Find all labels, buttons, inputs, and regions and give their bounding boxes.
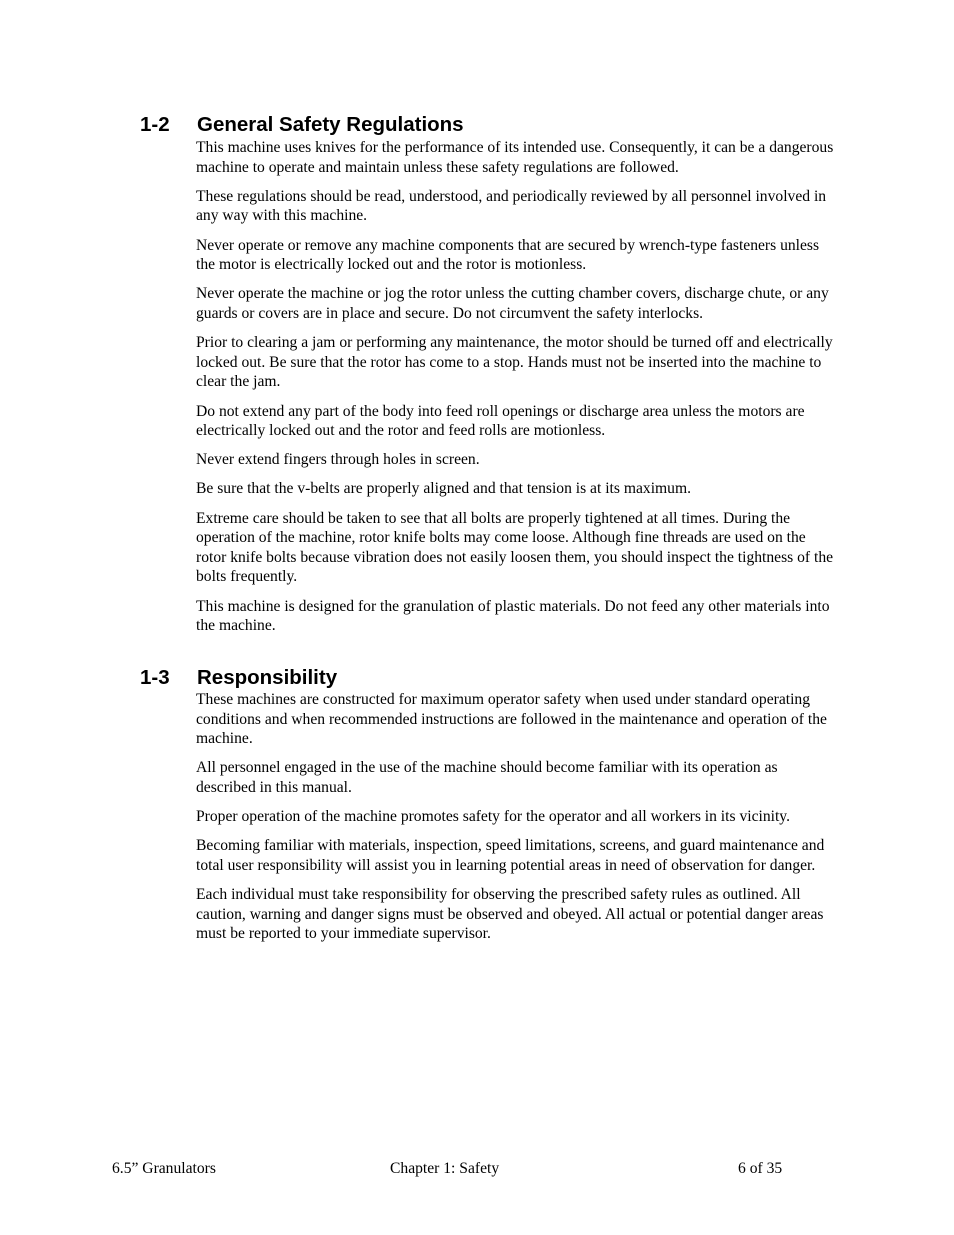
section-number: 1-2 [140,113,170,136]
paragraph: Proper operation of the machine promotes safety for the operator and all workers in its vicinity. [196,808,790,826]
paragraph: This machine is designed for the granulation of plastic materials. Do not feed any other materials into the machine. [196,597,830,635]
paragraph: Never operate the machine or jog the rotor unless the cutting chamber covers, discharge chute, or any guards or covers are in place and secure. Do not circumvent the safety interlocks. [196,285,829,322]
section-body [196,138,836,645]
section-heading [140,666,337,690]
section-body [196,690,836,954]
section-number: 1-3 [140,666,170,689]
paragraph: All personnel engaged in the use of the machine should become familiar with its operation as described in this manual. [196,759,778,796]
section-heading [140,113,464,137]
section-title: Responsibility [197,666,338,689]
footer-chapter: Chapter 1: Safety [390,1160,500,1177]
paragraph: Do not extend any part of the body into feed roll openings or discharge area unless the motors are electrically locked out and the rotor and feed rolls are motionless. [196,402,805,440]
footer-page-number: 6 of 35 [738,1160,783,1177]
paragraph: Never operate or remove any machine components that are secured by wrench-type fasteners unless the motor is electrically locked out and the rotor is motionless. [196,236,820,274]
paragraph: These regulations should be read, understood, and periodically reviewed by all personnel involved in any way with this machine. [196,187,827,225]
footer-product-name: 6.5” Granulators [112,1160,216,1177]
paragraph: This machine uses knives for the performance of its intended use. Consequently, it can be a dangerous machine to operate and maintain unless these safety regulations are followed. [196,139,834,176]
paragraph: Becoming familiar with materials, inspection, speed limitations, screens, and guard maintenance and total user responsibility will assist you in learning potential areas in need of observation for danger. [196,837,825,874]
paragraph: Extreme care should be taken to see that all bolts are properly tightened at all times. During the operation of the machine, rotor knife bolts may come loose. Although fine threads are used on the rotor knife bolts because vibration does not easily loosen them, you should inspect the tightness of the bolts frequently. [196,509,834,586]
section-title: General Safety Regulations [197,113,464,136]
paragraph: Never extend fingers through holes in screen. [196,451,480,469]
paragraph: Be sure that the v-belts are properly aligned and that tension is at its maximum. [196,480,691,498]
paragraph: Each individual must take responsibility for observing the prescribed safety rules as outlined. All caution, warning and danger signs must be observed and obeyed. All actual or potential danger areas must be reported to your immediate supervisor. [196,886,824,943]
paragraph: Prior to clearing a jam or performing any maintenance, the motor should be turned off and electrically locked out. Be sure that the rotor has come to a stop. Hands must not be inserted into the machine to clear the jam. [196,334,833,391]
paragraph: These machines are constructed for maximum operator safety when used under standard operating conditions and when recommended instructions are followed in the maintenance and operation of the machine. [196,691,827,748]
